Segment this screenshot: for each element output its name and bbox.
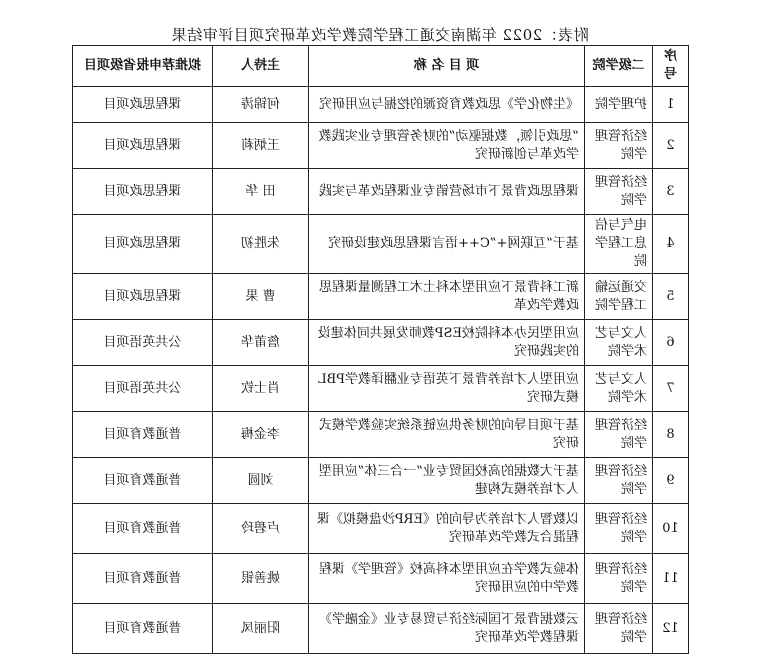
row-number: 12 — [653, 604, 689, 654]
row-level: 公共英语项目 — [73, 320, 213, 366]
row-host: 朱胜初 — [213, 215, 309, 274]
row-project-name: 云数据背景下国际经济与贸易专业《金融学》课程教学改革研究 — [309, 604, 585, 654]
row-college: 经济管理学院 — [585, 123, 653, 169]
row-project-name: 体验式教学在应用型本科高校《管理学》课程教学中的应用研究 — [309, 554, 585, 604]
table-row — [73, 412, 689, 458]
row-level: 课程思政项目 — [73, 169, 213, 215]
row-project-name: 课程思政背景下市场营销专业课程改革与实践 — [309, 169, 585, 215]
row-college: 人文与艺术学院 — [585, 320, 653, 366]
row-number: 3 — [653, 169, 689, 215]
row-project-name: 新工科背景下应用型本科土木工程测量课程思政教学改革 — [309, 274, 585, 320]
row-college: 经济管理学院 — [585, 554, 653, 604]
row-project-name: 基于大数据的高校国贸专业“一合三体”应用型人才培养模式构建 — [309, 458, 585, 504]
table-row — [73, 169, 689, 215]
results-table — [72, 45, 689, 654]
header-no: 序号 — [653, 46, 689, 87]
header-college: 二级学院 — [585, 46, 653, 87]
row-host: 刘圆 — [213, 458, 309, 504]
row-project-name: 基于“互联网+”C++语言课程思政建设研究 — [309, 215, 585, 274]
row-number: 8 — [653, 412, 689, 458]
row-host: 曹 果 — [213, 274, 309, 320]
row-college: 经济管理学院 — [585, 458, 653, 504]
row-college: 经济管理学院 — [585, 504, 653, 554]
row-college: 电气与信息工程学院 — [585, 215, 653, 274]
row-number: 5 — [653, 274, 689, 320]
row-project-name: 《生物化学》思政教育资源的挖掘与应用研究 — [309, 87, 585, 123]
row-college: 护理学院 — [585, 87, 653, 123]
row-number: 6 — [653, 320, 689, 366]
header-row — [73, 46, 689, 87]
row-host: 阳丽凤 — [213, 604, 309, 654]
row-project-name: 应用型民办本科院校ESP教师发展共同体建设的实践研究 — [309, 320, 585, 366]
row-level: 课程思政项目 — [73, 274, 213, 320]
row-host: 李金梅 — [213, 412, 309, 458]
row-level: 课程思政项目 — [73, 123, 213, 169]
table-row — [73, 123, 689, 169]
table-row — [73, 458, 689, 504]
row-level: 普通教育项目 — [73, 554, 213, 604]
table-row — [73, 87, 689, 123]
row-level: 普通教育项目 — [73, 604, 213, 654]
row-number: 1 — [653, 87, 689, 123]
table-row — [73, 274, 689, 320]
row-level: 普通教育项目 — [73, 504, 213, 554]
row-college: 交通运输工程学院 — [585, 274, 653, 320]
row-college: 经济管理学院 — [585, 169, 653, 215]
row-host: 王炳莉 — [213, 123, 309, 169]
row-college: 经济管理学院 — [585, 412, 653, 458]
row-host: 田 华 — [213, 169, 309, 215]
row-project-name: 应用型人才培养背景下英语专业翻译教学PBL模式研究 — [309, 366, 585, 412]
table-row — [73, 320, 689, 366]
document-title: 附表：2022 年湖南交通工程学院教学改革研究项目评审结果 — [171, 26, 589, 44]
row-host: 詹莆华 — [213, 320, 309, 366]
table-row — [73, 604, 689, 654]
table-row — [73, 215, 689, 274]
row-level: 公共英语项目 — [73, 366, 213, 412]
row-host: 何锦涛 — [213, 87, 309, 123]
row-number: 9 — [653, 458, 689, 504]
row-level: 课程思政项目 — [73, 215, 213, 274]
table-row — [73, 366, 689, 412]
header-host: 主持人 — [213, 46, 309, 87]
row-number: 2 — [653, 123, 689, 169]
row-college: 人文与艺术学院 — [585, 366, 653, 412]
header-recommended-level: 拟推荐申报省级项目 — [73, 46, 213, 87]
row-college: 经济管理学院 — [585, 604, 653, 654]
row-number: 7 — [653, 366, 689, 412]
row-number: 11 — [653, 554, 689, 604]
row-project-name: 基于项目导向的财务供应链系统实验教学模式研究 — [309, 412, 585, 458]
row-level: 课程思政项目 — [73, 87, 213, 123]
row-project-name: “思政引领，数据驱动”的财务管理专业实践教学改革与创新研究 — [309, 123, 585, 169]
row-project-name: 以数智人才培养为导向的《ERP沙盘模拟》课程混合式教学改革研究 — [309, 504, 585, 554]
row-host: 卢碧玲 — [213, 504, 309, 554]
header-project-name: 项 目 名 称 — [309, 46, 585, 87]
row-level: 普通教育项目 — [73, 458, 213, 504]
row-host: 肖士钦 — [213, 366, 309, 412]
row-level: 普通教育项目 — [73, 412, 213, 458]
table-row — [73, 554, 689, 604]
table-row — [73, 504, 689, 554]
row-number: 10 — [653, 504, 689, 554]
row-number: 4 — [653, 215, 689, 274]
row-host: 姚善银 — [213, 554, 309, 604]
